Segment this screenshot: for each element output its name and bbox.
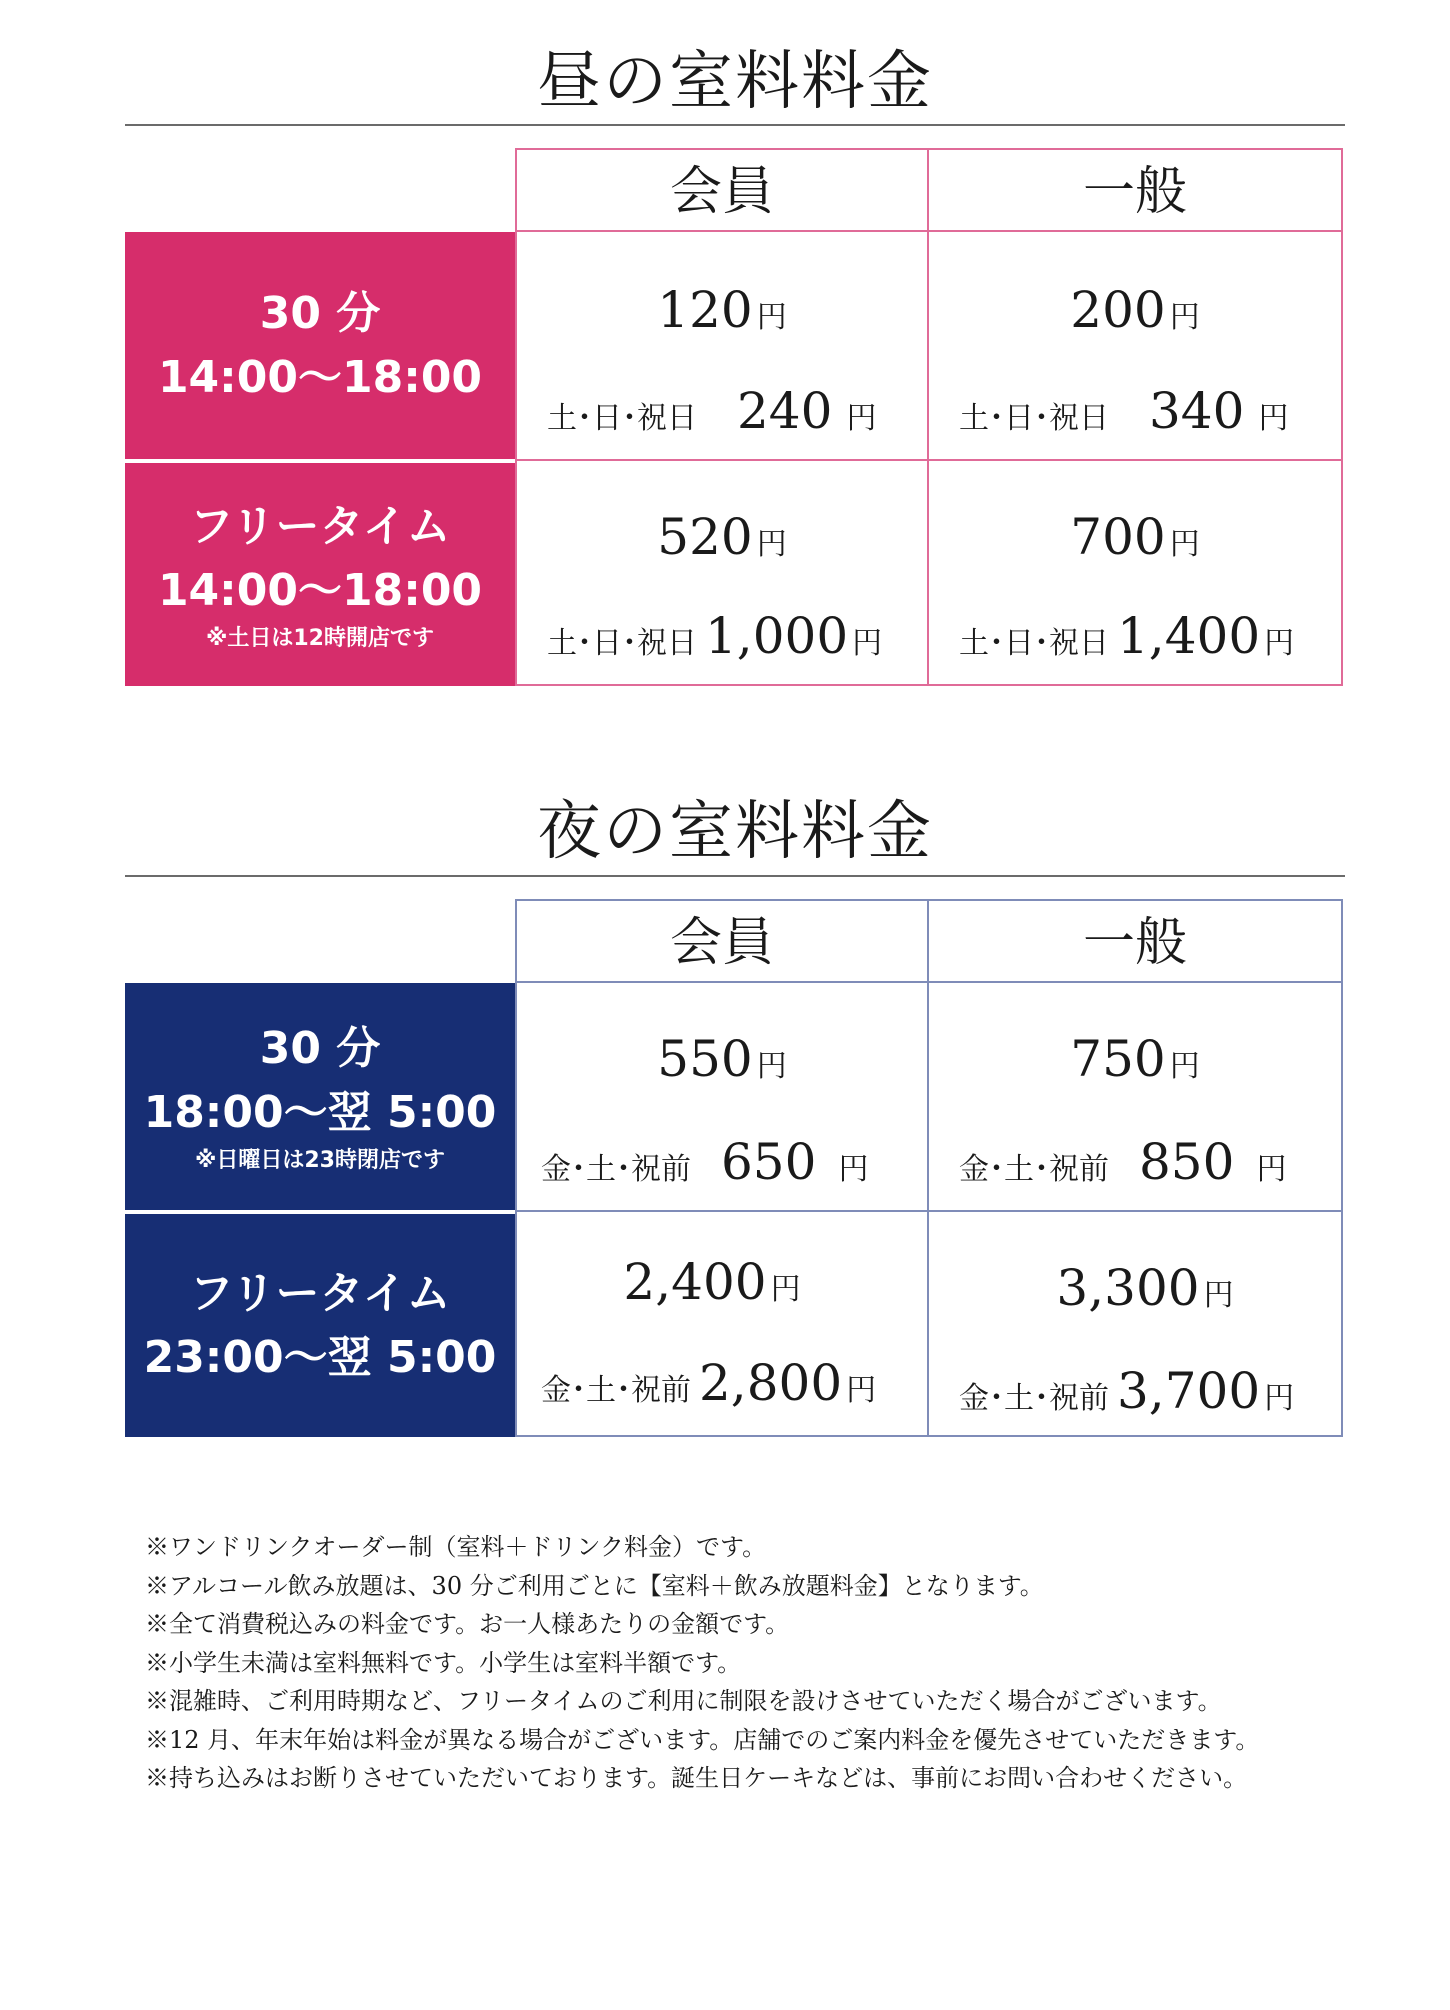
- night-30min-general-cell: [929, 983, 1343, 1212]
- night-price-table: [125, 899, 1343, 1437]
- weekday-price: 120 円: [657, 281, 787, 339]
- weekday-price: 550 円: [657, 1030, 787, 1088]
- notes-list: [145, 1528, 1259, 1798]
- night-header-member: 会員: [515, 899, 929, 983]
- night-section-title: 夜の室料料金: [537, 795, 933, 869]
- day-row-freetime-label: [125, 463, 515, 686]
- note-line: ※混雑時、ご利用時期など、フリータイムのご利用に制限を設けさせていただく場合がございます。: [145, 1687, 1222, 1715]
- night-30min-member-cell: [515, 983, 929, 1212]
- weekend-price: 土･日･祝日 240 円: [547, 382, 877, 440]
- day-header-general: 一般: [929, 148, 1343, 232]
- day-30min-member-cell: [515, 232, 929, 461]
- weekend-price: 土･日･祝日 1,000 円: [547, 607, 883, 665]
- row-label-hours: 18:00〜翌 5:00: [143, 1086, 497, 1138]
- night-row-30min-label: [125, 983, 515, 1210]
- weekday-price: 200 円: [1070, 281, 1200, 339]
- row-label-title: 30 分: [259, 287, 381, 339]
- weekend-price: 金･土･祝前 850 円: [959, 1133, 1287, 1191]
- weekend-price: 金･土･祝前 650 円: [541, 1133, 869, 1191]
- weekday-price: 2,400 円: [623, 1253, 801, 1311]
- night-title-rule: [125, 875, 1345, 877]
- note-line: ※全て消費税込みの料金です。お一人様あたりの金額です。: [145, 1610, 790, 1638]
- weekend-price: 土･日･祝日 1,400 円: [959, 607, 1295, 665]
- weekend-price: 土･日･祝日 340 円: [959, 382, 1289, 440]
- weekend-price: 金･土･祝前 2,800 円: [541, 1354, 877, 1412]
- weekend-price: 金･土･祝前 3,700 円: [959, 1362, 1295, 1420]
- note-line: ※アルコール飲み放題は、30 分ご利用ごとに【室料＋飲み放題料金】となります。: [145, 1571, 1044, 1600]
- row-label-title: フリータイム: [189, 1267, 451, 1319]
- row-label-note: ※日曜日は23時閉店です: [194, 1147, 445, 1173]
- day-header-member: 会員: [515, 148, 929, 232]
- row-label-hours: 14:00〜18:00: [157, 351, 483, 403]
- weekday-price: 750 円: [1070, 1030, 1200, 1088]
- day-price-table: [125, 148, 1343, 686]
- day-30min-general-cell: [929, 232, 1343, 461]
- night-header-general: 一般: [929, 899, 1343, 983]
- row-label-title: 30 分: [259, 1022, 381, 1074]
- row-label-note: ※土日は12時開店です: [205, 625, 434, 651]
- night-freetime-general-cell: [929, 1212, 1343, 1437]
- note-line: ※ワンドリンクオーダー制（室料＋ドリンク料金）です。: [145, 1533, 767, 1561]
- weekday-price: 700 円: [1070, 508, 1200, 566]
- note-line: ※持ち込みはお断りさせていただいております。誕生日ケーキなどは、事前にお問い合わせください。: [145, 1764, 1248, 1792]
- day-title-rule: [125, 124, 1345, 126]
- day-row-30min-label: [125, 232, 515, 459]
- day-section-title: 昼の室料料金: [537, 45, 933, 119]
- note-line: ※小学生未満は室料無料です。小学生は室料半額です。: [145, 1648, 742, 1677]
- row-label-title: フリータイム: [189, 500, 451, 552]
- row-label-hours: 14:00〜18:00: [157, 564, 483, 616]
- weekday-price: 3,300 円: [1056, 1259, 1234, 1317]
- night-row-freetime-label: [125, 1214, 515, 1437]
- weekday-price: 520 円: [657, 508, 787, 566]
- night-freetime-member-cell: [515, 1212, 929, 1437]
- row-label-hours: 23:00〜翌 5:00: [143, 1331, 497, 1383]
- note-line: ※12 月、年末年始は料金が異なる場合がございます。店舗でのご案内料金を優先させていただきます。: [145, 1725, 1260, 1754]
- day-freetime-general-cell: [929, 461, 1343, 686]
- day-freetime-member-cell: [515, 461, 929, 686]
